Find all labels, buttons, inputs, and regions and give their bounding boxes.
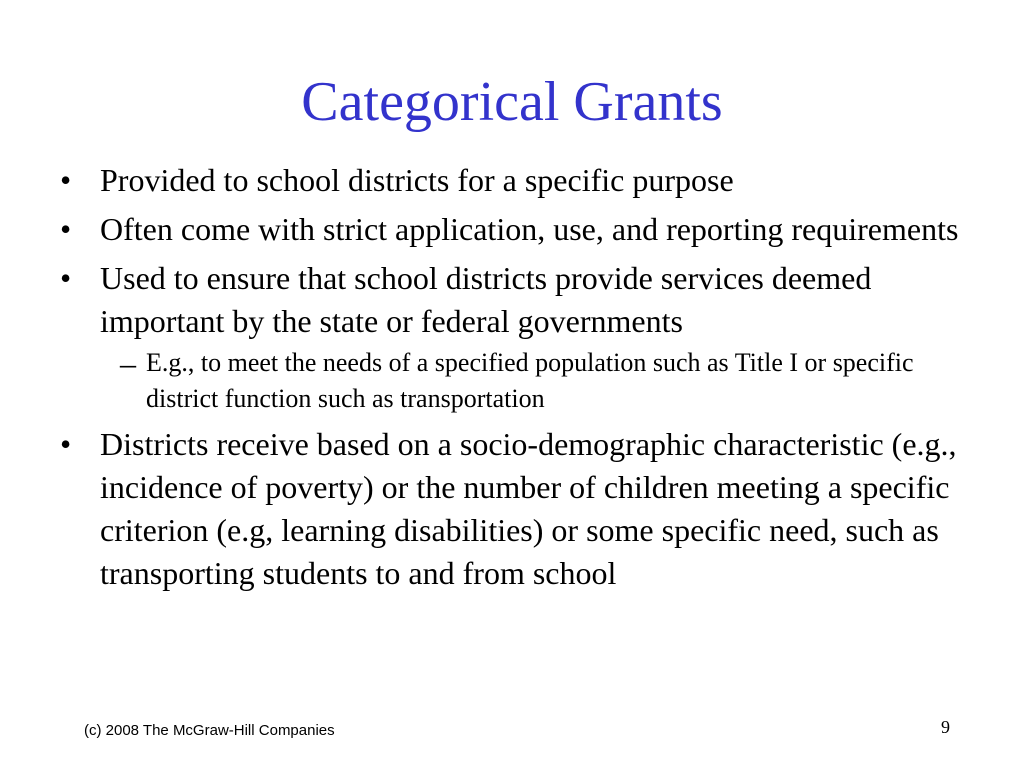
sub-bullet-marker: – [120, 345, 136, 381]
sub-bullet-text: E.g., to meet the needs of a specified population such as Title I or specific district function such as transportation [146, 348, 914, 413]
bullet-item [58, 208, 978, 251]
bullet-text: Used to ensure that school districts provide services deemed important by the state or federal governments [100, 260, 872, 339]
bullet-marker: • [60, 426, 72, 462]
sub-bullet-list [100, 345, 978, 417]
bullet-text: Often come with strict application, use, and reporting requirements [100, 211, 959, 247]
bullet-list [58, 159, 978, 601]
bullet-marker: • [60, 260, 72, 296]
bullet-marker: • [60, 211, 72, 247]
bullet-marker: • [60, 162, 72, 198]
bullet-item [58, 257, 978, 417]
slide-title: Categorical Grants [301, 71, 723, 133]
sub-bullet-item [100, 345, 978, 417]
bullet-item [58, 159, 978, 202]
page-number: 9 [941, 717, 950, 737]
copyright-footer: (c) 2008 The McGraw-Hill Companies [84, 722, 335, 739]
bullet-item [58, 423, 978, 595]
bullet-text: Provided to school districts for a specific purpose [100, 162, 734, 198]
bullet-text: Districts receive based on a socio-demographic characteristic (e.g., incidence of poverty) or the number of children meeting a specific criterion (e.g, learning disabilities) or some specific need, such as transporting students to and from school [100, 426, 957, 591]
